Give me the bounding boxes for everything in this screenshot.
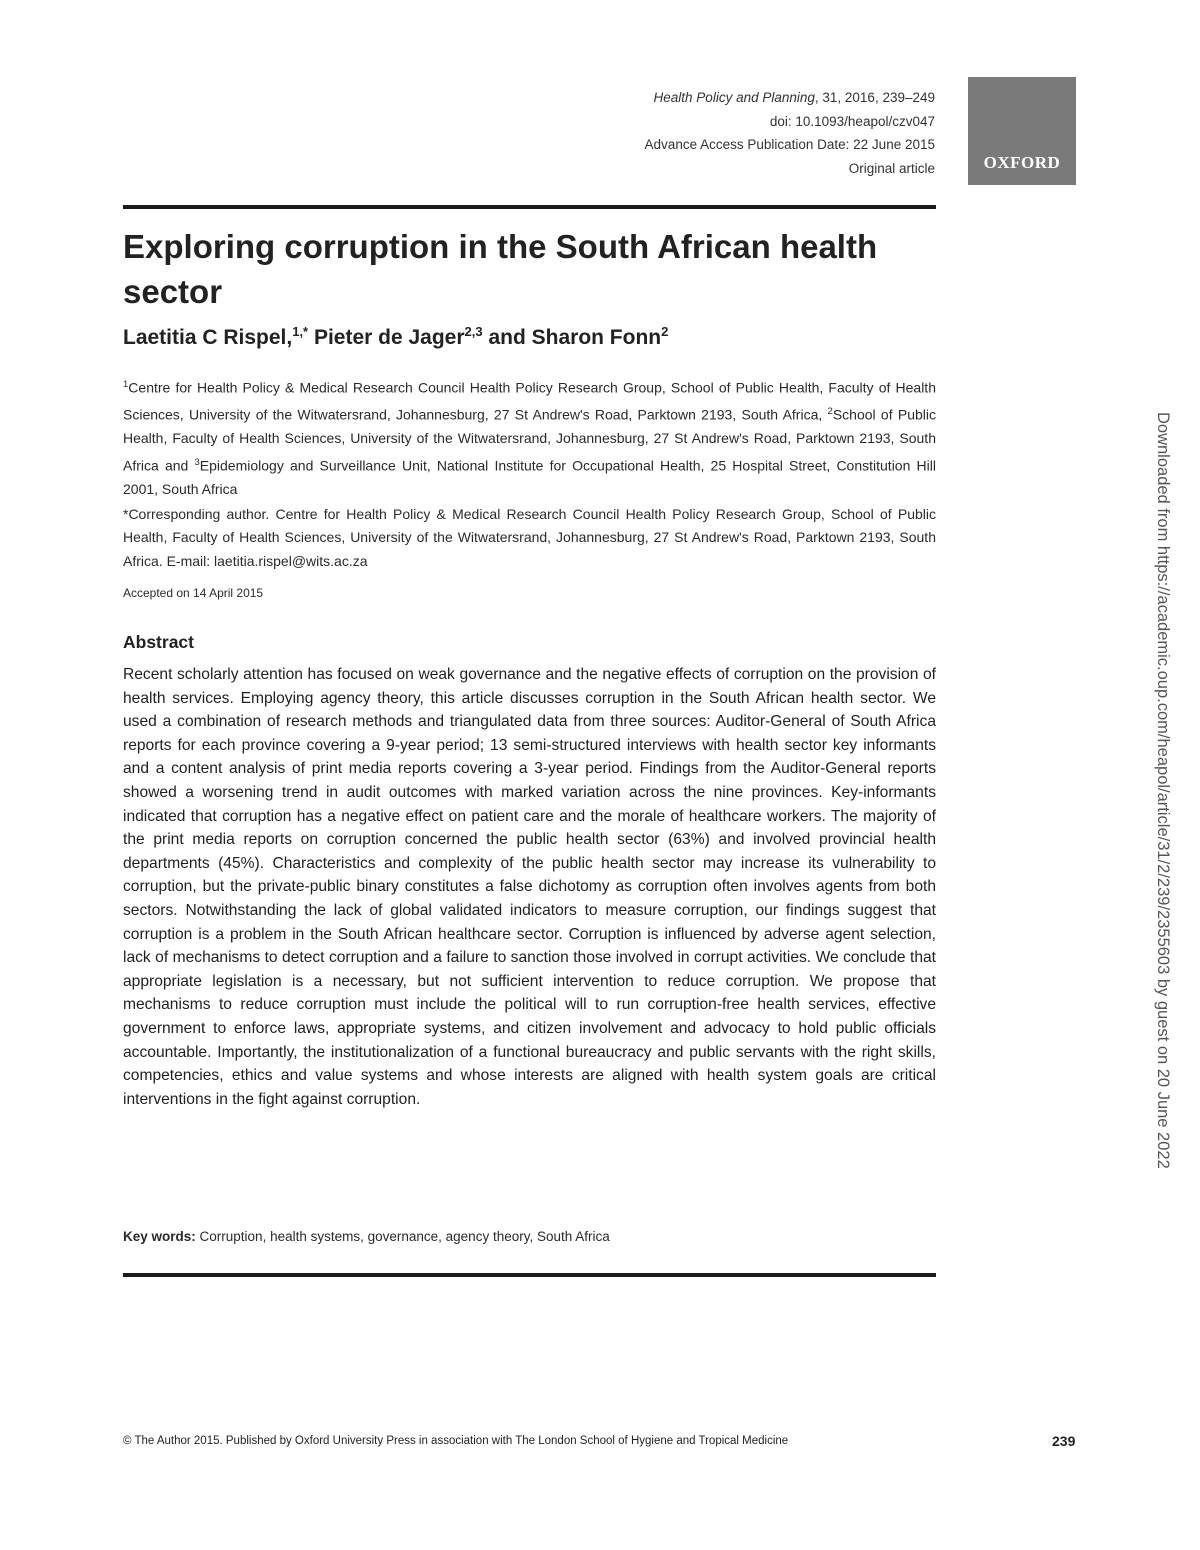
keywords-list: Corruption, health systems, governance, agency theory, South Africa: [195, 1229, 610, 1244]
doi: doi: 10.1093/heapol/czv047: [769, 113, 935, 129]
author-affiliation-marker: 1,*: [292, 324, 309, 339]
oxford-logo-text: OXFORD: [983, 153, 1061, 172]
author-affiliation-marker: 2,3: [464, 324, 483, 339]
footer-copyright: © The Author 2015. Published by Oxford University Press in association with The London School of Hygiene and Tropical Medicine: [123, 1435, 789, 1447]
keywords: [123, 1229, 610, 1244]
author-name: Pieter de Jager: [308, 326, 465, 349]
abstract-body: Recent scholarly attention has focused on weak governance and the negative effects of corruption on the provision of health services. Employing agency theory, this article discusses corruption in the South African health sector. We used a combination of research methods and triangulated data from three sources: Auditor-General of South Africa reports for each province covering a 9-year period; 13 semi-structured interviews with health sector key informants and a content analysis of print media reports covering a 3-year period. Findings from the Auditor-General reports showed a worsening trend in audit outcomes with marked variation across the nine provinces. Key-informants indicated that corruption has a negative effect on patient care and the morale of healthcare workers. The majority of the print media reports on corruption concerned the public health sector (63%) and involved provincial health departments (45%). Characteristics and complexity of the public health sector may increase its vulnerability to corruption, but the private-public binary constitutes a false dichotomy as corruption often involves agents from both sectors. Notwithstanding the lack of global validated indicators to measure corruption, our findings suggest that corruption is a problem in the South African healthcare sector. Corruption is influenced by adverse agent selection, lack of mechanisms to detect corruption and a failure to sanction those involved in corrupt activities. We conclude that appropriate legislation is a necessary, but not sufficient intervention to reduce corruption. We propose that mechanisms to reduce corruption must include the political will to run corruption-free health services, effective government to enforce laws, appropriate systems, and citizen involvement and advocacy to hold public officials accountable. Importantly, the institutionalization of a functional bureaucracy and public servants with the right skills, competencies, ethics and value systems and whose interests are aligned with health system goals are critical interventions in the fight against corruption.: [123, 666, 936, 1108]
corresponding-author: *Corresponding author. Centre for Health Policy & Medical Research Council Health Policy Research Group, School of Public Health, Faculty of Health Sciences, University of the Witwatersrand, Johannesburg, 27 St Andrew's Road, Parktown 2193, South Africa. E-mail: laetitia.rispel@wits.ac.za: [123, 506, 936, 569]
journal-volume: , 31, 2016, 239–249: [814, 90, 935, 105]
affiliation-marker: 1: [123, 379, 129, 390]
page-number: 239: [1052, 1433, 1076, 1449]
accepted-date: Accepted on 14 April 2015: [123, 586, 264, 600]
publication-date: Advance Access Publication Date: 22 June 2015: [644, 137, 935, 152]
oxford-logo: [968, 77, 1076, 185]
journal-header: [645, 86, 935, 180]
article-title: Exploring corruption in the South African health sector: [123, 228, 878, 310]
affiliation-text: Centre for Health Policy & Medical Research Council Health Policy Research Group, School of Public Health, Faculty of Health Sciences, University of the Witwatersrand, Johannesburg, 27 St Andrew's Road, Parktown 2193, South Africa,: [123, 379, 936, 423]
journal-citation: [645, 86, 935, 110]
article-type: Original article: [848, 160, 935, 176]
author-name: and Sharon Fonn: [482, 326, 662, 349]
bottom-rule: [123, 1273, 936, 1277]
affiliations: [123, 373, 936, 501]
author-affiliation-marker: 2: [661, 324, 669, 339]
journal-name: Health Policy and Planning: [653, 90, 815, 105]
download-watermark: Downloaded from https://academic.oup.com/heapol/article/31/2/239/2355603 by guest on 20 June 2022: [1154, 412, 1172, 1169]
keywords-label: Key words:: [123, 1229, 196, 1244]
abstract-heading: Abstract: [123, 632, 194, 652]
affiliation-text: Epidemiology and Surveillance Unit, National Institute for Occupational Health, 25 Hospital Street, Constitution Hill 2001, South Africa: [123, 457, 936, 497]
top-rule: [123, 205, 936, 209]
author-list: [123, 324, 668, 350]
affiliation-marker: 3: [194, 456, 200, 468]
affiliation-marker: 2: [827, 406, 833, 418]
author-name: Laetitia C Rispel,: [123, 326, 293, 349]
affiliation-text: School of Public Health, Faculty of Health Sciences, University of the Witwatersrand, Johannesburg, 27 St Andrew's Road, Parktown 2193, South Africa and: [123, 406, 936, 474]
